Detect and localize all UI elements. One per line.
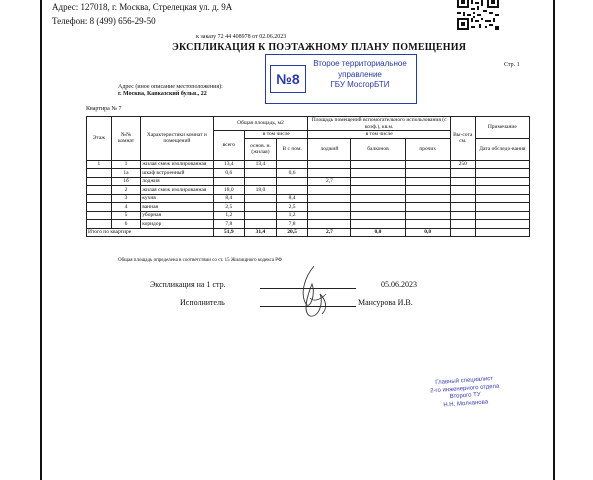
cell-room: 6 [111, 220, 140, 229]
cell-balcony [351, 186, 405, 195]
header-phone: Телефон: 8 (499) 656-29-50 [52, 16, 156, 26]
cell-note [475, 169, 529, 178]
header-note: Примечание [475, 117, 529, 139]
cell-total: 1,2 [213, 211, 245, 220]
totals-aux: 20,5 [276, 228, 308, 237]
apartment-number: Квартира № 7 [86, 106, 122, 112]
table-row [87, 220, 530, 229]
cell-main [245, 211, 277, 220]
cell-loggia [308, 169, 351, 178]
totals-row [87, 228, 530, 237]
cell-floor [87, 169, 112, 178]
cell-main: 18,0 [245, 186, 277, 195]
table-row [87, 194, 530, 203]
cell-height [450, 220, 475, 229]
totals-main: 31,4 [245, 228, 277, 237]
cell-room: 1а [111, 169, 140, 178]
cell-floor [87, 186, 112, 195]
header-address: Адрес: 127018, г. Москва, Стрелецкая ул. д. 9А [52, 2, 233, 12]
header-total: всего [213, 131, 245, 161]
cell-loggia [308, 211, 351, 220]
cell-aux: 1,2 [276, 211, 308, 220]
cell-other [405, 177, 450, 186]
header-main: основ. н. (жилая) [245, 138, 277, 160]
cell-room: 5 [111, 211, 140, 220]
cell-note [475, 160, 529, 169]
cell-desc: лоджия [141, 177, 213, 186]
handwritten-signature-icon [296, 264, 332, 323]
cell-balcony [351, 160, 405, 169]
cell-total: 8,4 [213, 194, 245, 203]
header-room-number: №№ комнат [111, 117, 140, 161]
header-floor: Этаж [87, 117, 112, 161]
header-loggias: лоджий [308, 138, 351, 160]
cell-total: 7,8 [213, 220, 245, 229]
cell-desc: шкаф встроенный [141, 169, 213, 178]
cell-loggia: 2,7 [308, 177, 351, 186]
cell-balcony [351, 211, 405, 220]
cell-desc: жилая смеж изолированная [141, 160, 213, 169]
cell-other [405, 211, 450, 220]
cell-balcony [351, 203, 405, 212]
cell-balcony [351, 194, 405, 203]
totals-balcony: 0,0 [351, 228, 405, 237]
totals-other: 0,0 [405, 228, 450, 237]
cell-balcony [351, 169, 405, 178]
cell-balcony [351, 177, 405, 186]
totals-total: 51,9 [213, 228, 245, 237]
cell-other [405, 186, 450, 195]
cell-total: 2,5 [213, 203, 245, 212]
header-total-area: Общая площадь, м2 [213, 117, 308, 131]
cell-desc: жилая смеж изолированная [141, 186, 213, 195]
cell-other [405, 160, 450, 169]
cell-room: 1б [111, 177, 140, 186]
cell-room: 4 [111, 203, 140, 212]
table-row [87, 211, 530, 220]
territorial-office-stamp [265, 54, 417, 104]
cell-desc: уборная [141, 211, 213, 220]
cell-desc: кухня [141, 194, 213, 203]
explication-pages: Экспликация на 1 стр. [150, 280, 226, 289]
cell-loggia [308, 220, 351, 229]
cell-total: 0,6 [213, 169, 245, 178]
cell-aux: 0,6 [276, 169, 308, 178]
cell-note [475, 203, 529, 212]
header-including: в том числе [245, 131, 308, 139]
cell-other [405, 220, 450, 229]
cell-total [213, 177, 245, 186]
location-value: г. Москва, Кавказский бульв., 22 [118, 91, 207, 97]
cell-height [450, 211, 475, 220]
cell-other [405, 203, 450, 212]
page-number: Стр. 1 [504, 62, 520, 68]
cell-height [450, 186, 475, 195]
page-left-border [40, 0, 42, 480]
totals-loggia: 2,7 [308, 228, 351, 237]
cell-desc: ванная [141, 203, 213, 212]
cell-room: 1 [111, 160, 140, 169]
cell-loggia [308, 186, 351, 195]
explication-table [86, 116, 530, 237]
header-including-aux: в том числе [308, 131, 450, 139]
header-balconies: балконов [351, 138, 405, 160]
header-characteristics: Характеристики комнат и помещений [141, 117, 213, 161]
cell-floor [87, 177, 112, 186]
cell-aux [276, 186, 308, 195]
table-row [87, 203, 530, 212]
area-footnote: Общая площадь определена в соответствии со ст. 15 Жилищного кодекса РФ [118, 258, 282, 263]
cell-note [475, 211, 529, 220]
cell-balcony [351, 220, 405, 229]
table-row [87, 177, 530, 186]
document-date: 05.06.2023 [381, 280, 417, 289]
cell-height [450, 177, 475, 186]
cell-loggia [308, 203, 351, 212]
cell-main [245, 203, 277, 212]
cell-height [450, 194, 475, 203]
cell-note [475, 194, 529, 203]
cell-height [450, 169, 475, 178]
cell-main: 13,4 [245, 160, 277, 169]
table-row [87, 186, 530, 195]
stamp-text: Второе территориальное управление ГБУ МосгорБТИ [313, 59, 407, 89]
cell-room: 2 [111, 186, 140, 195]
cell-loggia [308, 194, 351, 203]
order-reference: к заказу 72 44 408978 от 02.06.2023 [196, 34, 287, 40]
executor-name: Мансурова И.В. [358, 298, 413, 307]
cell-floor [87, 194, 112, 203]
header-aux: В с пом. [276, 138, 308, 160]
cell-floor: 1 [87, 160, 112, 169]
header-survey-date: Дата обследо-вания [475, 138, 529, 160]
cell-aux: 2,5 [276, 203, 308, 212]
cell-floor [87, 211, 112, 220]
specialist-stamp: Главный специалист 2-го инженерного отдела Второго ТУ Н.Н. Молчанова [429, 376, 500, 409]
cell-main [245, 169, 277, 178]
stamp-number: №8 [270, 65, 306, 93]
cell-main [245, 220, 277, 229]
cell-loggia [308, 160, 351, 169]
cell-total: 13,4 [213, 160, 245, 169]
cell-main [245, 194, 277, 203]
cell-note [475, 220, 529, 229]
cell-room: 3 [111, 194, 140, 203]
cell-aux: 8,4 [276, 194, 308, 203]
header-aux-area: Площадь помещений вспомогательного использования (с коэф.), кв.м. [308, 117, 450, 131]
cell-other [405, 194, 450, 203]
document-title: ЭКСПЛИКАЦИЯ К ПОЭТАЖНОМУ ПЛАНУ ПОМЕЩЕНИЯ [172, 42, 467, 53]
cell-aux [276, 177, 308, 186]
cell-height [450, 203, 475, 212]
totals-label: Итого по квартире [87, 228, 214, 237]
table-row [87, 169, 530, 178]
cell-total: 18,0 [213, 186, 245, 195]
cell-floor [87, 203, 112, 212]
cell-floor [87, 220, 112, 229]
cell-height: 250 [450, 160, 475, 169]
executor-label: Исполнитель [180, 298, 225, 307]
header-height: Вы-сота см. [450, 117, 475, 161]
cell-aux [276, 160, 308, 169]
location-label: Адрес (иное описание местоположения): [118, 84, 223, 90]
cell-desc: коридор [141, 220, 213, 229]
cell-main [245, 177, 277, 186]
page-right-border [553, 0, 555, 480]
header-other: прочих [405, 138, 450, 160]
cell-note [475, 177, 529, 186]
cell-other [405, 169, 450, 178]
cell-note [475, 186, 529, 195]
cell-aux: 7,8 [276, 220, 308, 229]
table-row [87, 160, 530, 169]
qr-code-icon [457, 0, 499, 30]
